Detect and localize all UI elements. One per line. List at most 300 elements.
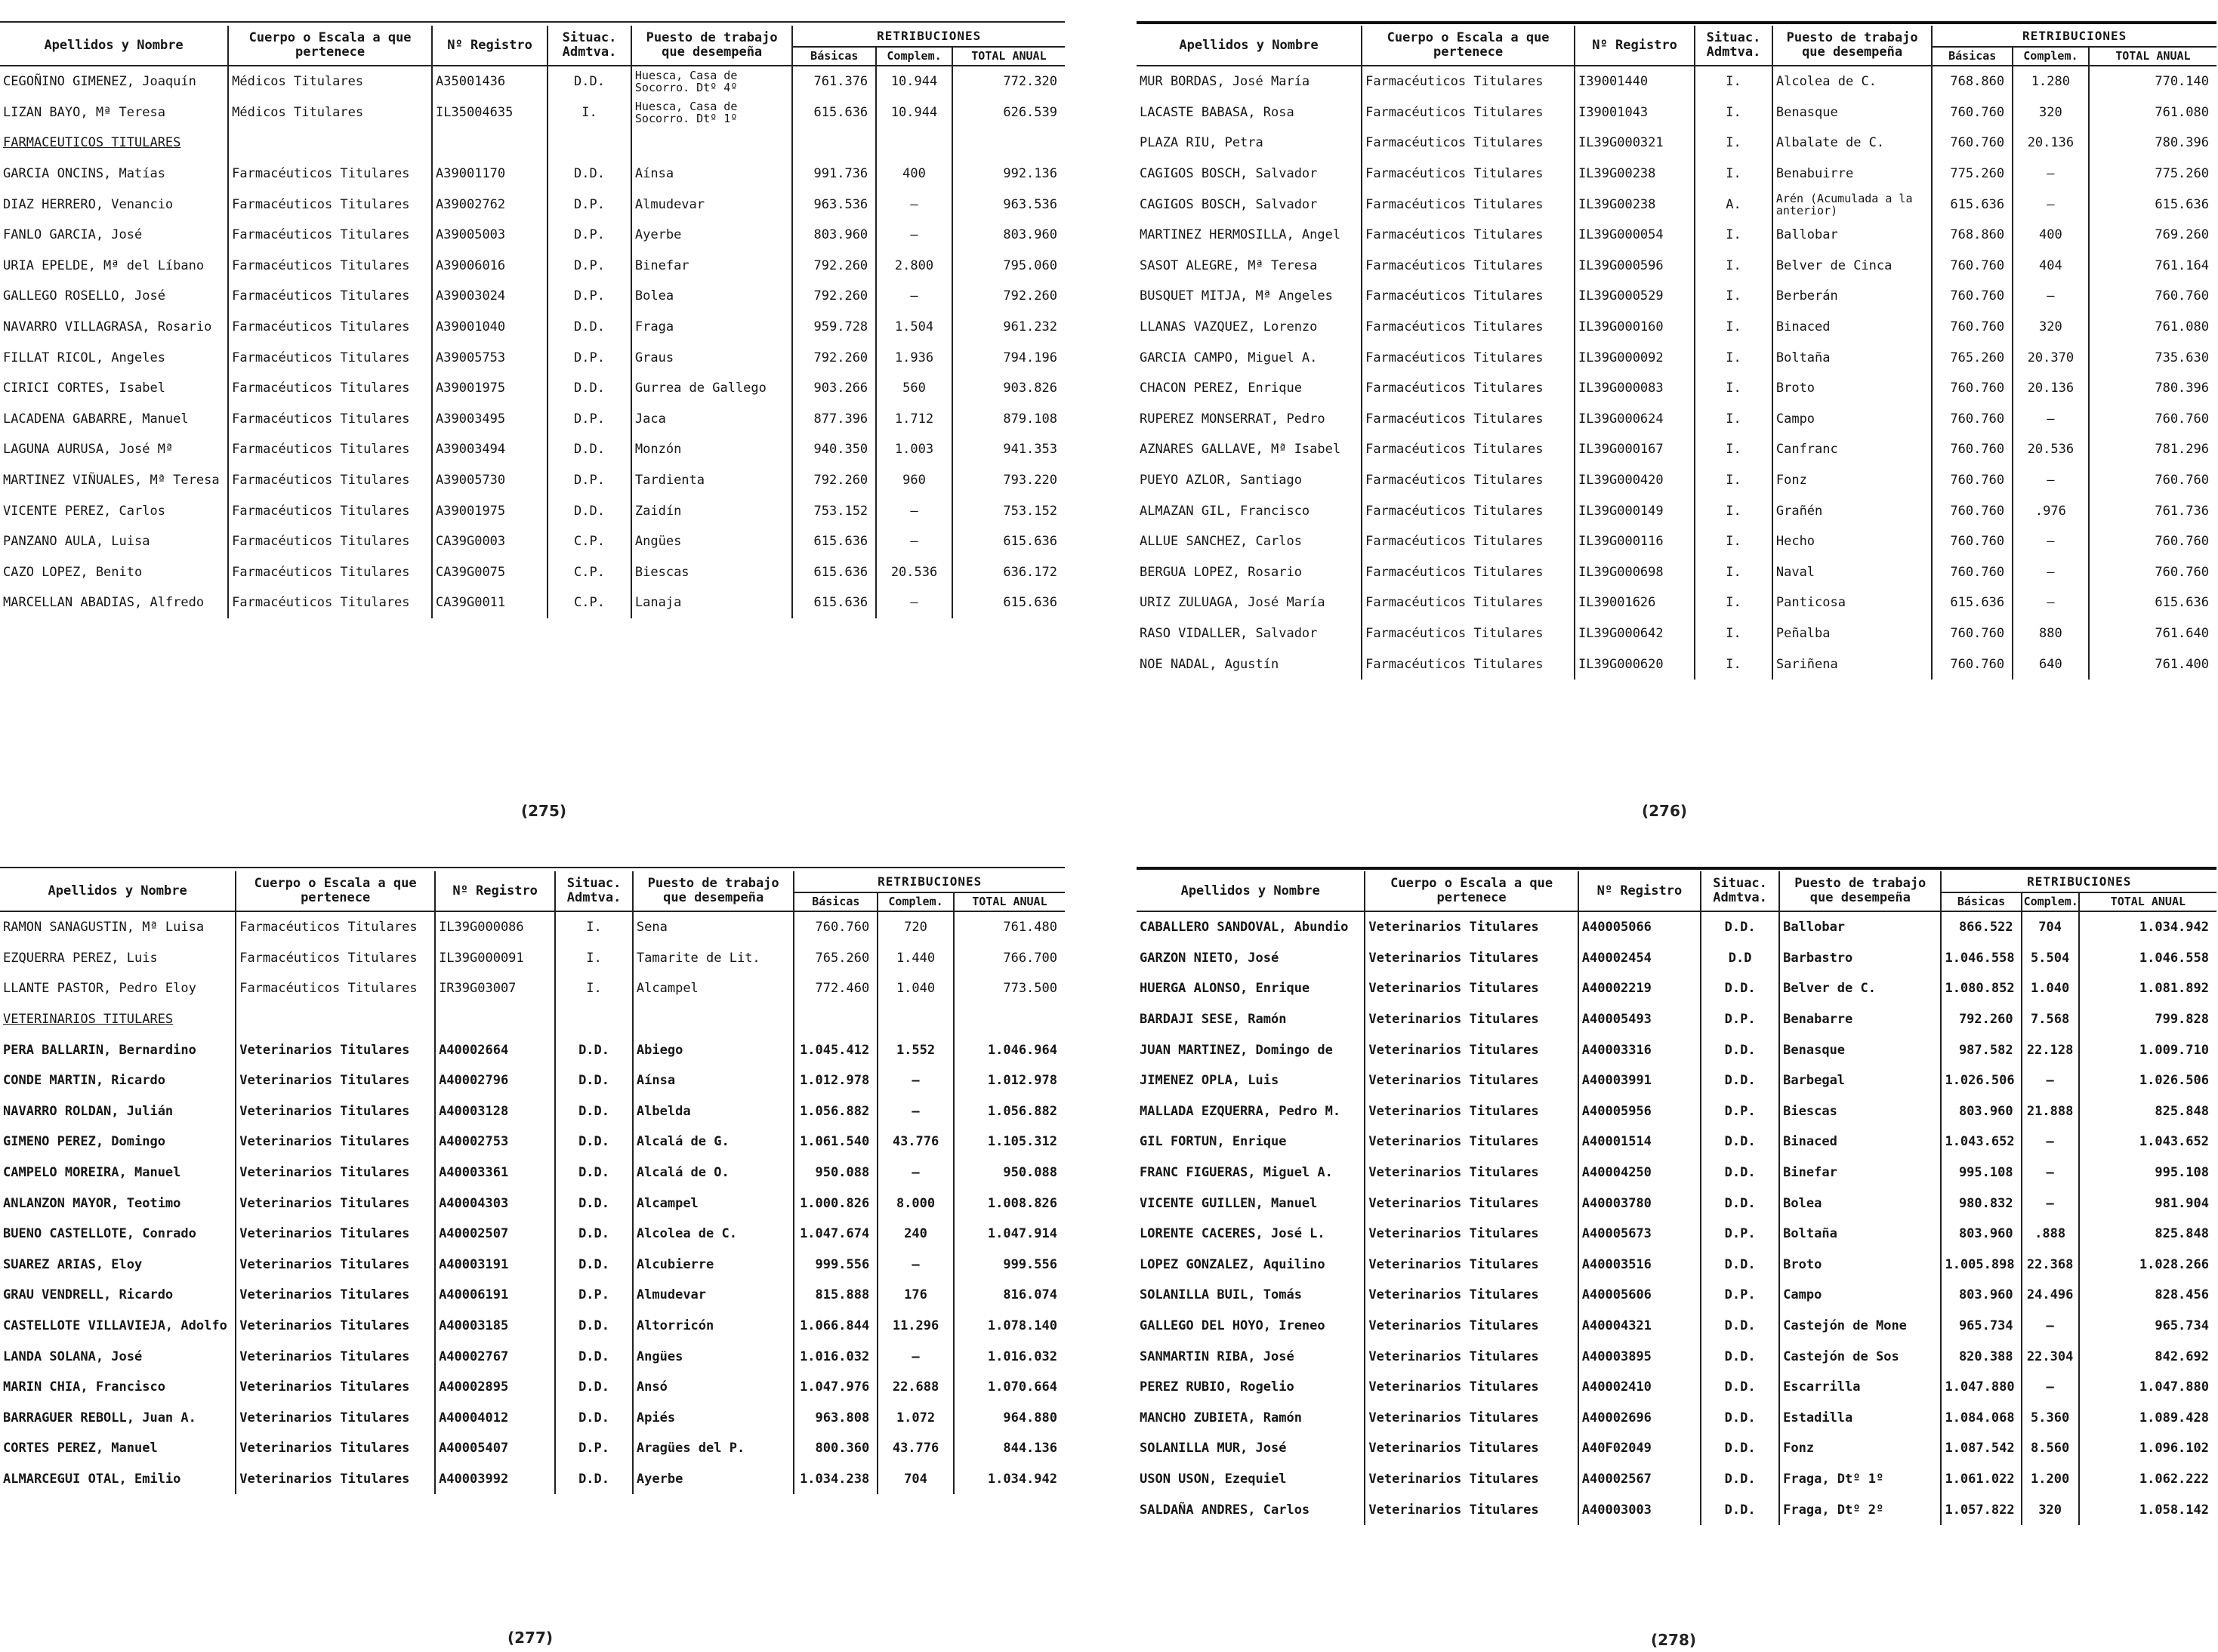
cell-basicas: 1.043.652	[1941, 1127, 2021, 1157]
cell-nombre: PERA BALLARIN, Bernardino	[3, 1042, 196, 1058]
cell-total: 760.760	[2089, 465, 2216, 496]
cell-puesto: Fonz	[1772, 465, 1932, 496]
header-retribuciones: RETRIBUCIONES	[794, 871, 1065, 892]
cell-cuerpo: Farmacéuticos Titulares	[1362, 404, 1575, 435]
cell-registro: A40006191	[435, 1280, 555, 1311]
cell-situac: I.	[1695, 128, 1772, 159]
cell-total: 842.692	[2079, 1341, 2216, 1372]
cell-total: 781.296	[2089, 434, 2216, 465]
empty-cell	[432, 128, 548, 159]
cell-complem: —	[878, 1065, 954, 1096]
cell-nombre: HUERGA ALONSO, Enrique	[1140, 981, 1310, 997]
personnel-table	[0, 871, 1065, 1494]
cell-basicas: 987.582	[1941, 1034, 2021, 1065]
cell-situac: I.	[1695, 251, 1772, 282]
cell-basicas: 760.760	[1932, 281, 2013, 312]
table-row	[1137, 251, 2216, 282]
top-rule	[1137, 867, 2216, 870]
cell-situac: D.D.	[1701, 1464, 1779, 1495]
cell-complem: —	[2013, 557, 2089, 588]
cell-nombre: AZNARES GALLAVE, Mª Isabel	[1140, 442, 1341, 458]
cell-total: 769.260	[2089, 220, 2216, 251]
table-row	[0, 342, 1065, 373]
cell-nombre: DIAZ HERRERO, Venancio	[3, 196, 174, 212]
cell-basicas: 1.045.412	[794, 1034, 878, 1065]
cell-nombre: GIL FORTUN, Enrique	[1140, 1134, 1287, 1150]
cell-situac: C.P.	[548, 587, 631, 618]
cell-basicas: 792.260	[792, 465, 876, 496]
cell-puesto: Belver de Cinca	[1772, 251, 1932, 282]
cell-registro: A39005003	[432, 220, 548, 251]
cell-complem: 1.936	[876, 342, 952, 373]
personnel-table	[1137, 871, 2216, 1525]
cell-registro: A40002767	[435, 1341, 555, 1372]
cell-registro: A40002410	[1578, 1372, 1701, 1403]
cell-total: 879.108	[952, 404, 1065, 435]
cell-complem: —	[2013, 281, 2089, 312]
cell-cuerpo: Farmacéuticos Titulares	[1362, 618, 1575, 649]
cell-basicas: 760.760	[1932, 649, 2013, 680]
cell-total: 799.828	[2079, 1004, 2216, 1035]
cell-situac: D.D.	[548, 312, 631, 343]
cell-situac: I.	[1695, 404, 1772, 435]
cell-situac: D.D.	[1701, 1311, 1779, 1342]
cell-basicas: 903.266	[792, 373, 876, 404]
table-row	[1137, 618, 2216, 649]
table-row	[1137, 587, 2216, 618]
cell-puesto: Binefar	[1779, 1157, 1941, 1188]
cell-complem: 43.776	[878, 1127, 954, 1157]
cell-puesto: Ayerbe	[631, 220, 793, 251]
cell-registro: A40002895	[435, 1372, 555, 1403]
cell-total: 941.353	[952, 434, 1065, 465]
cell-registro: IL39G000086	[435, 911, 555, 943]
cell-situac: D.D.	[548, 159, 631, 190]
cell-nombre: SOLANILLA MUR, José	[1140, 1441, 1287, 1456]
cell-basicas: 792.260	[792, 281, 876, 312]
cell-total: 760.760	[2089, 557, 2216, 588]
cell-cuerpo: Veterinarios Titulares	[236, 1250, 435, 1281]
cell-situac: D.D.	[1701, 1034, 1779, 1065]
cell-cuerpo: Farmacéuticos Titulares	[1362, 465, 1575, 496]
cell-nombre: FANLO GARCIA, José	[3, 227, 143, 243]
cell-total: 761.480	[954, 911, 1065, 943]
section-heading: FARMACEUTICOS TITULARES	[3, 135, 181, 151]
cell-cuerpo: Veterinarios Titulares	[1365, 1157, 1578, 1188]
cell-nombre: RASO VIDALLER, Salvador	[1140, 625, 1318, 641]
cell-complem: 1.712	[876, 404, 952, 435]
cell-nombre: MARTINEZ HERMOSILLA, Angel	[1140, 227, 1341, 243]
cell-complem: 704	[2022, 911, 2079, 943]
cell-registro: A40003992	[435, 1464, 555, 1495]
cell-puesto: Abiego	[633, 1034, 794, 1065]
cell-basicas: 999.556	[794, 1250, 878, 1281]
header-total: TOTAL ANUAL	[952, 47, 1065, 66]
cell-complem: 20.536	[876, 557, 952, 588]
section-row	[0, 128, 1065, 159]
cell-puesto: Berberán	[1772, 281, 1932, 312]
cell-nombre: NAVARRO ROLDAN, Julián	[3, 1103, 174, 1119]
cell-basicas: 815.888	[794, 1280, 878, 1311]
cell-registro: A40003185	[435, 1311, 555, 1342]
cell-puesto: Albalate de C.	[1772, 128, 1932, 159]
cell-complem: 1.003	[876, 434, 952, 465]
cell-complem: —	[876, 281, 952, 312]
table-row	[1137, 97, 2216, 128]
cell-registro: IL39G000321	[1575, 128, 1695, 159]
cell-situac: I.	[1695, 159, 1772, 190]
cell-nombre: LACASTE BABASA, Rosa	[1140, 104, 1294, 120]
cell-cuerpo: Farmacéuticos Titulares	[1362, 434, 1575, 465]
cell-complem: 10.944	[876, 97, 952, 128]
cell-situac: D.D.	[555, 1311, 633, 1342]
cell-registro: A39006016	[432, 251, 548, 282]
cell-total: 1.028.266	[2079, 1250, 2216, 1281]
header-apellidos: Apellidos y Nombre	[1137, 26, 1362, 66]
cell-basicas: 1.034.238	[794, 1464, 878, 1495]
cell-complem: 320	[2013, 97, 2089, 128]
table-row	[0, 911, 1065, 943]
header-cuerpo: Cuerpo o Escala a que pertenece	[236, 871, 435, 911]
cell-registro: IL39G000698	[1575, 557, 1695, 588]
header-cuerpo: Cuerpo o Escala a que pertenece	[1365, 871, 1578, 911]
cell-nombre: SUAREZ ARIAS, Eloy	[3, 1256, 143, 1272]
cell-situac: D.P.	[1701, 1096, 1779, 1127]
cell-puesto: Zaidín	[631, 495, 793, 526]
cell-nombre: CAZO LOPEZ, Benito	[3, 564, 143, 580]
cell-cuerpo: Farmacéuticos Titulares	[228, 220, 432, 251]
cell-total: 964.880	[954, 1403, 1065, 1434]
cell-total: 903.826	[952, 373, 1065, 404]
cell-total: 1.047.880	[2079, 1372, 2216, 1403]
cell-total: 1.056.882	[954, 1096, 1065, 1127]
cell-cuerpo: Veterinarios Titulares	[1365, 1464, 1578, 1495]
cell-puesto: Naval	[1772, 557, 1932, 588]
header-apellidos: Apellidos y Nombre	[0, 26, 228, 66]
cell-complem: 320	[2022, 1494, 2079, 1525]
cell-cuerpo: Veterinarios Titulares	[1365, 1433, 1578, 1464]
cell-puesto: Escarrilla	[1779, 1372, 1941, 1403]
cell-nombre: GALLEGO ROSELLO, José	[3, 288, 165, 304]
cell-registro: A40004012	[435, 1403, 555, 1434]
cell-registro: A40001514	[1578, 1127, 1701, 1157]
table-row	[0, 973, 1065, 1004]
cell-complem: 1.072	[878, 1403, 954, 1434]
cell-complem: —	[2022, 1311, 2079, 1342]
cell-cuerpo: Veterinarios Titulares	[236, 1127, 435, 1157]
cell-complem: 640	[2013, 649, 2089, 680]
cell-total: 1.062.222	[2079, 1464, 2216, 1495]
cell-nombre: MARCELLAN ABADIAS, Alfredo	[3, 595, 205, 611]
cell-nombre: CIRICI CORTES, Isabel	[3, 381, 165, 396]
cell-cuerpo: Veterinarios Titulares	[1365, 1341, 1578, 1372]
cell-cuerpo: Farmacéuticos Titulares	[228, 373, 432, 404]
cell-total: 981.904	[2079, 1188, 2216, 1219]
cell-basicas: 615.636	[1932, 587, 2013, 618]
table-row	[1137, 649, 2216, 680]
cell-total: 1.008.826	[954, 1188, 1065, 1219]
cell-basicas: 980.832	[1941, 1188, 2021, 1219]
cell-registro: A39003494	[432, 434, 548, 465]
cell-registro: I39001043	[1575, 97, 1695, 128]
cell-complem: 404	[2013, 251, 2089, 282]
table-row	[0, 1280, 1065, 1311]
cell-registro: A40005066	[1578, 911, 1701, 943]
cell-total: 761.400	[2089, 649, 2216, 680]
cell-situac: I.	[1695, 97, 1772, 128]
cell-situac: D.D.	[555, 1464, 633, 1495]
cell-basicas: 1.056.882	[794, 1096, 878, 1127]
cell-nombre: LACADENA GABARRE, Manuel	[3, 411, 189, 427]
cell-registro: IL39G000624	[1575, 404, 1695, 435]
cell-registro: A39001170	[432, 159, 548, 190]
cell-puesto: Sariñena	[1772, 649, 1932, 680]
cell-complem: 24.496	[2022, 1280, 2079, 1311]
cell-registro: A39005730	[432, 465, 548, 496]
cell-situac: I.	[555, 911, 633, 943]
cell-puesto: Aínsa	[633, 1065, 794, 1096]
empty-cell	[548, 128, 631, 159]
cell-nombre: GARCIA CAMPO, Miguel A.	[1140, 350, 1318, 365]
cell-total: 760.760	[2089, 281, 2216, 312]
cell-situac: I.	[1695, 587, 1772, 618]
cell-situac: I.	[555, 943, 633, 974]
cell-basicas: 963.536	[792, 189, 876, 220]
cell-complem: —	[2022, 1157, 2079, 1188]
cell-cuerpo: Médicos Titulares	[228, 66, 432, 97]
table-row	[1137, 159, 2216, 190]
cell-cuerpo: Farmacéuticos Titulares	[228, 159, 432, 190]
empty-cell	[952, 128, 1065, 159]
header-situac: Situac. Admtva.	[555, 871, 633, 911]
empty-cell	[878, 1004, 954, 1035]
cell-situac: D.D.	[555, 1034, 633, 1065]
cell-registro: IL39001626	[1575, 587, 1695, 618]
cell-registro: A40005956	[1578, 1096, 1701, 1127]
cell-complem: 1.552	[878, 1034, 954, 1065]
cell-registro: A39005753	[432, 342, 548, 373]
cell-situac: I.	[548, 97, 631, 128]
cell-puesto: Tamarite de Lit.	[633, 943, 794, 974]
cell-registro: A40002796	[435, 1065, 555, 1096]
cell-registro: IL35004635	[432, 97, 548, 128]
cell-situac: D.D.	[555, 1403, 633, 1434]
cell-total: 760.760	[2089, 526, 2216, 557]
cell-total: 793.220	[952, 465, 1065, 496]
cell-puesto: Ansó	[633, 1372, 794, 1403]
table-row	[1137, 526, 2216, 557]
cell-registro: A40002454	[1578, 943, 1701, 974]
cell-cuerpo: Farmacéuticos Titulares	[228, 312, 432, 343]
cell-total: 761.640	[2089, 618, 2216, 649]
table-row	[0, 1403, 1065, 1434]
cell-total: 965.734	[2079, 1311, 2216, 1342]
cell-cuerpo: Farmacéuticos Titulares	[228, 251, 432, 282]
cell-complem: 22.128	[2022, 1034, 2079, 1065]
cell-total: 615.636	[2089, 587, 2216, 618]
header-complem: Complem.	[2013, 47, 2089, 66]
cell-puesto: Aínsa	[631, 159, 793, 190]
cell-complem: 2.800	[876, 251, 952, 282]
cell-situac: I.	[1695, 281, 1772, 312]
cell-total: 1.105.312	[954, 1127, 1065, 1157]
cell-puesto: Alcalá de G.	[633, 1127, 794, 1157]
cell-registro: IL39G000160	[1575, 312, 1695, 343]
cell-situac: D.D.	[548, 434, 631, 465]
header-complem: Complem.	[2022, 892, 2079, 911]
cell-cuerpo: Veterinarios Titulares	[236, 1311, 435, 1342]
cell-nombre: VICENTE PEREZ, Carlos	[3, 503, 165, 519]
cell-total: 773.500	[954, 973, 1065, 1004]
cell-cuerpo: Veterinarios Titulares	[1365, 911, 1578, 943]
cell-situac: D.P.	[1701, 1219, 1779, 1250]
header-situac: Situac. Admtva.	[1701, 871, 1779, 911]
cell-puesto: Angües	[633, 1341, 794, 1372]
cell-situac: I.	[1695, 434, 1772, 465]
cell-cuerpo: Veterinarios Titulares	[236, 1096, 435, 1127]
cell-situac: I.	[1695, 312, 1772, 343]
cell-situac: D.D.	[1701, 1433, 1779, 1464]
cell-total: 626.539	[952, 97, 1065, 128]
cell-situac: D.D.	[1701, 1403, 1779, 1434]
table-row	[1137, 1372, 2216, 1403]
cell-complem: 1.040	[2022, 973, 2079, 1004]
cell-cuerpo: Veterinarios Titulares	[1365, 1219, 1578, 1250]
table-row	[1137, 220, 2216, 251]
cell-situac: D.D.	[548, 66, 631, 97]
cell-total: 1.058.142	[2079, 1494, 2216, 1525]
cell-complem: —	[2013, 526, 2089, 557]
header-puesto: Puesto de trabajo que desempeña	[633, 871, 794, 911]
cell-cuerpo: Veterinarios Titulares	[1365, 1250, 1578, 1281]
cell-cuerpo: Farmacéuticos Titulares	[228, 465, 432, 496]
cell-registro: CA39G0075	[432, 557, 548, 588]
cell-total: 1.034.942	[2079, 911, 2216, 943]
cell-nombre: SANMARTIN RIBA, José	[1140, 1348, 1294, 1364]
cell-registro: A40005673	[1578, 1219, 1701, 1250]
cell-situac: I.	[1695, 649, 1772, 680]
cell-complem: 320	[2013, 312, 2089, 343]
table-row	[1137, 1127, 2216, 1157]
cell-situac: D.P.	[548, 189, 631, 220]
table-row	[0, 1250, 1065, 1281]
cell-puesto: Fraga	[631, 312, 793, 343]
cell-total: 1.016.032	[954, 1341, 1065, 1372]
cell-situac: I.	[1695, 465, 1772, 496]
cell-nombre: NOE NADAL, Agustín	[1140, 656, 1279, 672]
cell-registro: A40004321	[1578, 1311, 1701, 1342]
cell-puesto: Sena	[633, 911, 794, 943]
cell-puesto: Alcampel	[633, 973, 794, 1004]
empty-cell	[876, 128, 952, 159]
cell-registro: CA39G0011	[432, 587, 548, 618]
cell-basicas: 615.636	[792, 97, 876, 128]
cell-situac: D.D.	[1701, 973, 1779, 1004]
cell-situac: D.P.	[548, 465, 631, 496]
cell-complem: —	[2022, 1065, 2079, 1096]
cell-complem: .888	[2022, 1219, 2079, 1250]
cell-basicas: 768.860	[1932, 66, 2013, 97]
cell-registro: IL39G00238	[1575, 159, 1695, 190]
table-row	[0, 943, 1065, 974]
cell-registro: A40003191	[435, 1250, 555, 1281]
cell-situac: D.P.	[548, 281, 631, 312]
cell-nombre: GRAU VENDRELL, Ricardo	[3, 1287, 174, 1303]
cell-cuerpo: Farmacéuticos Titulares	[1362, 159, 1575, 190]
cell-complem: 8.560	[2022, 1433, 2079, 1464]
cell-registro: IL39G000149	[1575, 495, 1695, 526]
cell-puesto: Benasque	[1779, 1034, 1941, 1065]
cell-complem: 8.000	[878, 1188, 954, 1219]
cell-nombre: URIZ ZULUAGA, José María	[1140, 595, 1325, 611]
cell-registro: IL39G000054	[1575, 220, 1695, 251]
cell-cuerpo: Farmacéuticos Titulares	[1362, 281, 1575, 312]
cell-nombre: CABALLERO SANDOVAL, Abundio	[1140, 920, 1349, 935]
cell-nombre: LIZAN BAYO, Mª Teresa	[3, 104, 165, 120]
cell-puesto: Ballobar	[1772, 220, 1932, 251]
cell-basicas: 765.260	[1932, 342, 2013, 373]
cell-total: 1.047.914	[954, 1219, 1065, 1250]
cell-cuerpo: Médicos Titulares	[228, 97, 432, 128]
cell-complem: —	[876, 495, 952, 526]
cell-puesto: Biescas	[1779, 1096, 1941, 1127]
table-row	[0, 1096, 1065, 1127]
cell-basicas: 792.260	[1941, 1004, 2021, 1035]
cell-complem: 22.688	[878, 1372, 954, 1403]
table-row	[0, 373, 1065, 404]
cell-total: 1.089.428	[2079, 1403, 2216, 1434]
cell-complem: —	[876, 526, 952, 557]
cell-puesto: Campo	[1779, 1280, 1941, 1311]
table-row	[0, 404, 1065, 435]
cell-cuerpo: Veterinarios Titulares	[236, 1433, 435, 1464]
table-row	[0, 1464, 1065, 1495]
cell-basicas: 959.728	[792, 312, 876, 343]
cell-situac: D.D	[1701, 943, 1779, 974]
cell-complem: 1.200	[2022, 1464, 2079, 1495]
header-complem: Complem.	[876, 47, 952, 66]
cell-basicas: 760.760	[794, 911, 878, 943]
cell-total: 775.260	[2089, 159, 2216, 190]
cell-puesto: Grañén	[1772, 495, 1932, 526]
cell-puesto: Altorricón	[633, 1311, 794, 1342]
header-cuerpo: Cuerpo o Escala a que pertenece	[1362, 26, 1575, 66]
cell-basicas: 753.152	[792, 495, 876, 526]
cell-registro: A40005606	[1578, 1280, 1701, 1311]
cell-complem: 1.280	[2013, 66, 2089, 97]
page-number: (275)	[521, 802, 567, 820]
cell-complem: 20.536	[2013, 434, 2089, 465]
header-cuerpo: Cuerpo o Escala a que pertenece	[228, 26, 432, 66]
cell-complem: —	[878, 1341, 954, 1372]
cell-nombre: SASOT ALEGRE, Mª Teresa	[1140, 257, 1318, 273]
cell-nombre: RUPEREZ MONSERRAT, Pedro	[1140, 411, 1325, 427]
cell-complem: —	[878, 1096, 954, 1127]
empty-cell	[794, 1004, 878, 1035]
cell-registro: IL39G000167	[1575, 434, 1695, 465]
cell-basicas: 760.760	[1932, 618, 2013, 649]
cell-cuerpo: Veterinarios Titulares	[1365, 1280, 1578, 1311]
cell-situac: I.	[1695, 618, 1772, 649]
cell-puesto: Tardienta	[631, 465, 793, 496]
cell-cuerpo: Farmacéuticos Titulares	[1362, 495, 1575, 526]
cell-registro: A40002507	[435, 1219, 555, 1250]
cell-situac: I.	[1695, 342, 1772, 373]
table-row	[1137, 911, 2216, 943]
cell-basicas: 995.108	[1941, 1157, 2021, 1188]
table-row	[1137, 1311, 2216, 1342]
cell-complem: —	[2013, 587, 2089, 618]
